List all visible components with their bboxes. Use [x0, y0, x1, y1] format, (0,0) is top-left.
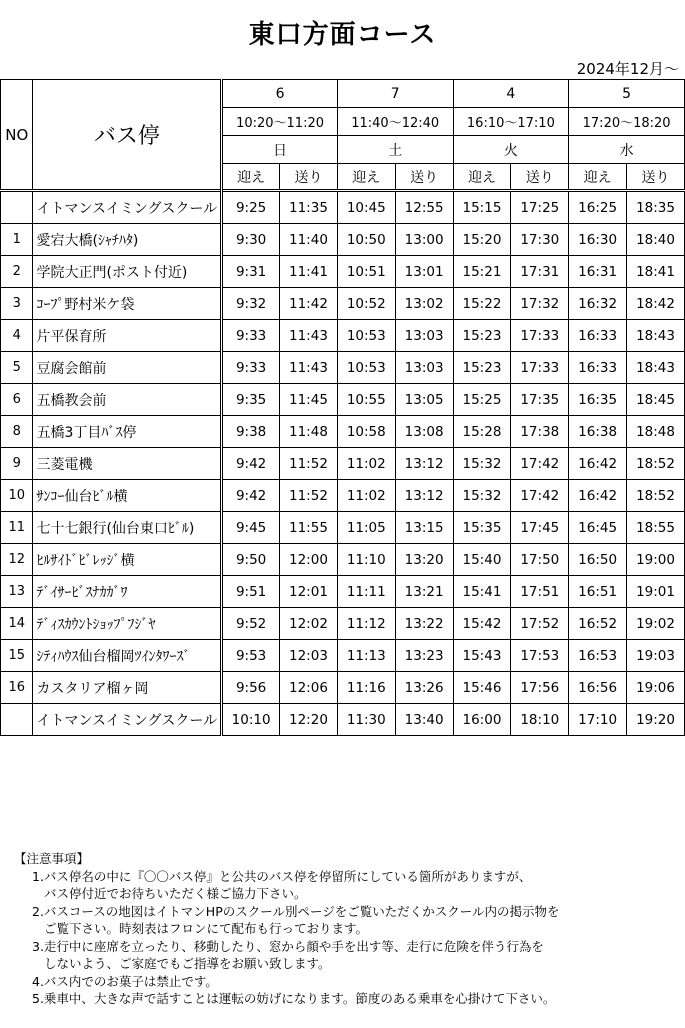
header-day: 日 [222, 136, 338, 164]
header-lesson-time: 10:20～11:20 [222, 108, 338, 136]
pickup-time: 15:28 [453, 416, 511, 448]
pickup-time: 9:33 [222, 352, 280, 384]
dropoff-time: 19:01 [627, 576, 685, 608]
dropoff-time: 19:00 [627, 544, 685, 576]
dropoff-time: 11:43 [280, 352, 338, 384]
header-lesson-time: 16:10～17:10 [453, 108, 569, 136]
stop-name: イトマンスイミングスクール [33, 704, 222, 736]
table-row [1, 608, 685, 640]
pickup-time: 9:50 [222, 544, 280, 576]
pickup-time: 11:05 [337, 512, 395, 544]
pickup-time: 16:33 [569, 320, 627, 352]
pickup-time: 17:10 [569, 704, 627, 736]
pickup-time: 15:42 [453, 608, 511, 640]
pickup-time: 15:43 [453, 640, 511, 672]
header-dropoff: 送り [395, 164, 453, 191]
pickup-time: 9:56 [222, 672, 280, 704]
pickup-time: 15:46 [453, 672, 511, 704]
table-row [1, 672, 685, 704]
pickup-time: 15:32 [453, 448, 511, 480]
dropoff-time: 17:45 [511, 512, 569, 544]
note-item: 2.バスコースの地図はイトマンHPのスクール別ページをご覧いただくかスクール内の掲示物を [32, 903, 560, 919]
pickup-time: 16:56 [569, 672, 627, 704]
pickup-time: 16:00 [453, 704, 511, 736]
header-pickup: 迎え [569, 164, 627, 191]
dropoff-time: 18:41 [627, 256, 685, 288]
note-item-continuation: しないよう、ご家庭でもご指導をお願い致します。 [44, 956, 331, 971]
dropoff-time: 18:55 [627, 512, 685, 544]
dropoff-time: 13:12 [395, 480, 453, 512]
pickup-time: 16:45 [569, 512, 627, 544]
dropoff-time: 18:45 [627, 384, 685, 416]
stop-name: 豆腐会館前 [33, 352, 222, 384]
dropoff-time: 17:30 [511, 224, 569, 256]
dropoff-time: 18:35 [627, 191, 685, 224]
table-row [1, 512, 685, 544]
table-row [1, 448, 685, 480]
header-pickup: 迎え [453, 164, 511, 191]
stop-number: 14 [1, 608, 33, 640]
pickup-time: 11:10 [337, 544, 395, 576]
header-no: NO [1, 80, 33, 191]
pickup-time: 11:12 [337, 608, 395, 640]
dropoff-time: 11:45 [280, 384, 338, 416]
dropoff-time: 13:02 [395, 288, 453, 320]
pickup-time: 15:25 [453, 384, 511, 416]
pickup-time: 15:23 [453, 352, 511, 384]
timetable [0, 79, 685, 736]
stop-number: 16 [1, 672, 33, 704]
stop-name: ﾃﾞｨｽｶｳﾝﾄｼｮｯﾌﾟﾌｼﾞﾔ [33, 608, 222, 640]
dropoff-time: 12:01 [280, 576, 338, 608]
stop-number: 10 [1, 480, 33, 512]
dropoff-time: 11:52 [280, 448, 338, 480]
stop-name: ﾋﾙｻｲﾄﾞﾋﾞﾚｯｼﾞ横 [33, 544, 222, 576]
dropoff-time: 18:52 [627, 480, 685, 512]
table-row [1, 576, 685, 608]
pickup-time: 15:35 [453, 512, 511, 544]
stop-number: 2 [1, 256, 33, 288]
stop-name: 三菱電機 [33, 448, 222, 480]
stop-name: 七十七銀行(仙台東口ﾋﾞﾙ) [33, 512, 222, 544]
pickup-time: 9:42 [222, 448, 280, 480]
table-row [1, 352, 685, 384]
pickup-time: 15:22 [453, 288, 511, 320]
pickup-time: 16:32 [569, 288, 627, 320]
table-row [1, 704, 685, 736]
dropoff-time: 17:33 [511, 352, 569, 384]
header-lesson-time: 17:20～18:20 [569, 108, 685, 136]
dropoff-time: 13:03 [395, 320, 453, 352]
stop-name: 学院大正門(ポスト付近) [33, 256, 222, 288]
pickup-time: 16:42 [569, 448, 627, 480]
dropoff-time: 17:52 [511, 608, 569, 640]
table-row [1, 544, 685, 576]
header-day: 火 [453, 136, 569, 164]
notes-heading: 【注意事項】 [14, 851, 90, 866]
table-row [1, 191, 685, 224]
stop-number: 5 [1, 352, 33, 384]
stop-number: 1 [1, 224, 33, 256]
dropoff-time: 13:21 [395, 576, 453, 608]
dropoff-time: 13:26 [395, 672, 453, 704]
stop-number: 15 [1, 640, 33, 672]
dropoff-time: 17:42 [511, 448, 569, 480]
header-dropoff: 送り [280, 164, 338, 191]
table-row [1, 480, 685, 512]
dropoff-time: 17:56 [511, 672, 569, 704]
dropoff-time: 12:02 [280, 608, 338, 640]
table-row [1, 256, 685, 288]
header-pickup: 迎え [222, 164, 280, 191]
dropoff-time: 11:55 [280, 512, 338, 544]
header-dropoff: 送り [627, 164, 685, 191]
stop-number [1, 191, 33, 224]
pickup-time: 10:58 [337, 416, 395, 448]
dropoff-time: 11:43 [280, 320, 338, 352]
pickup-time: 10:10 [222, 704, 280, 736]
dropoff-time: 11:48 [280, 416, 338, 448]
dropoff-time: 13:23 [395, 640, 453, 672]
pickup-time: 10:53 [337, 352, 395, 384]
dropoff-time: 12:20 [280, 704, 338, 736]
dropoff-time: 18:10 [511, 704, 569, 736]
dropoff-time: 17:33 [511, 320, 569, 352]
pickup-time: 9:53 [222, 640, 280, 672]
table-row [1, 224, 685, 256]
header-course-num: 7 [337, 80, 453, 108]
pickup-time: 9:25 [222, 191, 280, 224]
pickup-time: 15:23 [453, 320, 511, 352]
note-item: 5.乗車中、大きな声で話すことは運転の妨げになります。節度のある乗車を心掛けて下さい。 [32, 991, 556, 1006]
stop-name: ｺｰﾌﾟ野村米ケ袋 [33, 288, 222, 320]
dropoff-time: 17:31 [511, 256, 569, 288]
pickup-time: 9:30 [222, 224, 280, 256]
table-row [1, 640, 685, 672]
dropoff-time: 18:43 [627, 352, 685, 384]
dropoff-time: 13:05 [395, 384, 453, 416]
stop-name: 愛宕大橋(ｼｬﾁﾊﾀ) [33, 224, 222, 256]
dropoff-time: 11:42 [280, 288, 338, 320]
stop-number: 4 [1, 320, 33, 352]
pickup-time: 9:42 [222, 480, 280, 512]
dropoff-time: 18:40 [627, 224, 685, 256]
dropoff-time: 12:06 [280, 672, 338, 704]
stop-name: イトマンスイミングスクール [33, 191, 222, 224]
stop-number: 9 [1, 448, 33, 480]
dropoff-time: 13:08 [395, 416, 453, 448]
dropoff-time: 12:00 [280, 544, 338, 576]
note-item: 4.バス内でのお菓子は禁止です。 [32, 973, 218, 989]
dropoff-time: 19:03 [627, 640, 685, 672]
stop-number: 12 [1, 544, 33, 576]
dropoff-time: 18:48 [627, 416, 685, 448]
stop-name: 五橋教会前 [33, 384, 222, 416]
dropoff-time: 11:40 [280, 224, 338, 256]
pickup-time: 11:02 [337, 480, 395, 512]
dropoff-time: 18:42 [627, 288, 685, 320]
stop-number: 3 [1, 288, 33, 320]
pickup-time: 16:50 [569, 544, 627, 576]
stop-name: ﾃﾞｲｻｰﾋﾞｽﾅｶｶﾞﾜ [33, 576, 222, 608]
dropoff-time: 13:40 [395, 704, 453, 736]
dropoff-time: 17:42 [511, 480, 569, 512]
pickup-time: 9:31 [222, 256, 280, 288]
dropoff-time: 13:03 [395, 352, 453, 384]
note-item-continuation: ご覧下さい。時刻表はフロンにて配布も行っております。 [44, 921, 369, 936]
header-pickup: 迎え [337, 164, 395, 191]
note-item: 3.走行中に座席を立ったり、移動したり、窓から顔や手を出す等、走行に危険を伴う行為を [32, 938, 544, 954]
pickup-time: 15:40 [453, 544, 511, 576]
pickup-time: 10:52 [337, 288, 395, 320]
dropoff-time: 12:03 [280, 640, 338, 672]
pickup-time: 10:45 [337, 191, 395, 224]
pickup-time: 11:30 [337, 704, 395, 736]
effective-date: 2024年12月～ [576, 60, 679, 78]
pickup-time: 10:53 [337, 320, 395, 352]
header-lesson-time: 11:40～12:40 [337, 108, 453, 136]
pickup-time: 16:53 [569, 640, 627, 672]
pickup-time: 9:51 [222, 576, 280, 608]
header-course-num: 4 [453, 80, 569, 108]
stop-name: ｼﾃｨﾊｳｽ仙台榴岡ﾂｲﾝﾀﾜｰｽﾞ [33, 640, 222, 672]
pickup-time: 9:38 [222, 416, 280, 448]
dropoff-time: 17:25 [511, 191, 569, 224]
pickup-time: 9:45 [222, 512, 280, 544]
stop-number: 6 [1, 384, 33, 416]
pickup-time: 9:52 [222, 608, 280, 640]
pickup-time: 10:50 [337, 224, 395, 256]
pickup-time: 10:51 [337, 256, 395, 288]
pickup-time: 15:20 [453, 224, 511, 256]
dropoff-time: 17:51 [511, 576, 569, 608]
pickup-time: 16:52 [569, 608, 627, 640]
stop-number: 8 [1, 416, 33, 448]
dropoff-time: 11:52 [280, 480, 338, 512]
pickup-time: 9:33 [222, 320, 280, 352]
header-course-num: 6 [222, 80, 338, 108]
header-bus-stop: バス停 [33, 80, 222, 191]
pickup-time: 15:21 [453, 256, 511, 288]
dropoff-time: 17:53 [511, 640, 569, 672]
header-dropoff: 送り [511, 164, 569, 191]
dropoff-time: 19:02 [627, 608, 685, 640]
pickup-time: 15:41 [453, 576, 511, 608]
dropoff-time: 11:35 [280, 191, 338, 224]
dropoff-time: 12:55 [395, 191, 453, 224]
dropoff-time: 18:43 [627, 320, 685, 352]
note-item-continuation: バス停付近でお待ちいただく様ご協力下さい。 [44, 886, 307, 901]
pickup-time: 16:35 [569, 384, 627, 416]
pickup-time: 16:38 [569, 416, 627, 448]
dropoff-time: 13:12 [395, 448, 453, 480]
dropoff-time: 19:06 [627, 672, 685, 704]
header-course-num: 5 [569, 80, 685, 108]
dropoff-time: 13:22 [395, 608, 453, 640]
dropoff-time: 17:38 [511, 416, 569, 448]
dropoff-time: 13:15 [395, 512, 453, 544]
note-item: 1.バス停名の中に『〇〇バス停』と公共のバス停を停留所にしている箇所がありますが、 [32, 868, 532, 884]
table-row [1, 416, 685, 448]
stop-name: 五橋3丁目ﾊﾞｽ停 [33, 416, 222, 448]
stop-number: 13 [1, 576, 33, 608]
pickup-time: 11:13 [337, 640, 395, 672]
stop-name: ｻﾝｺｰ仙台ﾋﾞﾙ横 [33, 480, 222, 512]
pickup-time: 16:31 [569, 256, 627, 288]
stop-number: 11 [1, 512, 33, 544]
pickup-time: 15:15 [453, 191, 511, 224]
pickup-time: 11:02 [337, 448, 395, 480]
pickup-time: 16:51 [569, 576, 627, 608]
page-title: 東口方面コース [248, 20, 437, 50]
pickup-time: 9:35 [222, 384, 280, 416]
pickup-time: 10:55 [337, 384, 395, 416]
pickup-time: 11:11 [337, 576, 395, 608]
dropoff-time: 18:52 [627, 448, 685, 480]
pickup-time: 11:16 [337, 672, 395, 704]
stop-number [1, 704, 33, 736]
dropoff-time: 11:41 [280, 256, 338, 288]
pickup-time: 16:25 [569, 191, 627, 224]
dropoff-time: 17:50 [511, 544, 569, 576]
table-row [1, 320, 685, 352]
header-day: 土 [337, 136, 453, 164]
dropoff-time: 13:01 [395, 256, 453, 288]
table-row [1, 288, 685, 320]
header-day: 水 [569, 136, 685, 164]
dropoff-time: 13:20 [395, 544, 453, 576]
dropoff-time: 19:20 [627, 704, 685, 736]
dropoff-time: 13:00 [395, 224, 453, 256]
pickup-time: 16:30 [569, 224, 627, 256]
pickup-time: 16:42 [569, 480, 627, 512]
table-row [1, 384, 685, 416]
pickup-time: 16:33 [569, 352, 627, 384]
pickup-time: 15:32 [453, 480, 511, 512]
dropoff-time: 17:35 [511, 384, 569, 416]
dropoff-time: 17:32 [511, 288, 569, 320]
stop-name: カスタリア榴ヶ岡 [33, 672, 222, 704]
pickup-time: 9:32 [222, 288, 280, 320]
stop-name: 片平保育所 [33, 320, 222, 352]
notes-section [14, 850, 674, 1008]
